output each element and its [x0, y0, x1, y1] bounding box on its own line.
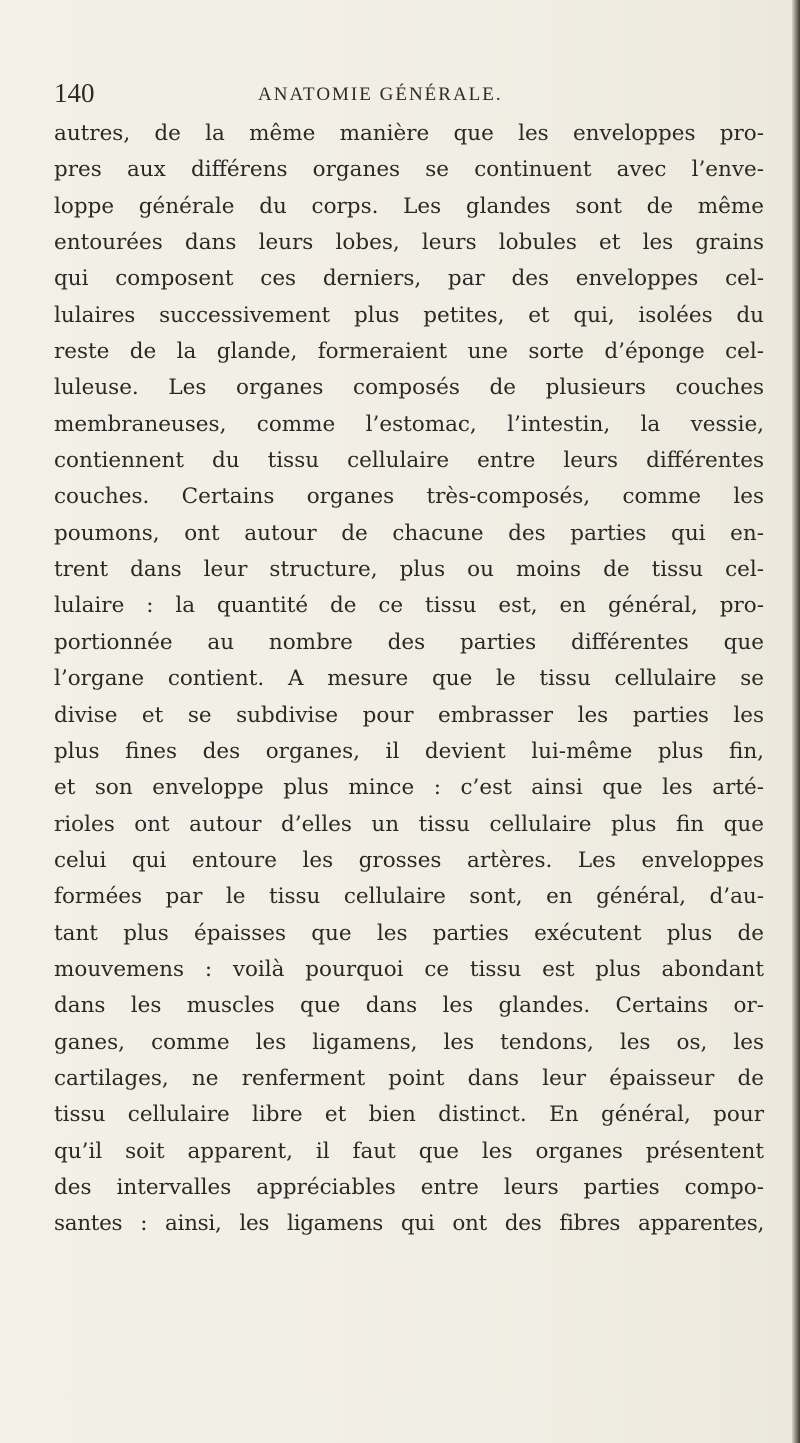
text-line: ganes, comme les ligamens, les tendons, les os, les — [54, 1029, 764, 1055]
text-line: dans les muscles que dans les glandes. Certains or- — [54, 993, 764, 1019]
text-line: membraneuses, comme l’estomac, l’intestin, la vessie, — [54, 411, 764, 437]
page-edge-shadow — [792, 0, 800, 1443]
text-line: reste de la glande, formeraient une sorte d’éponge cel- — [54, 339, 764, 365]
running-title: ANATOMIE GÉNÉRALE. — [258, 84, 503, 105]
text-line: pres aux différens organes se continuent avec l’enve- — [54, 157, 764, 183]
text-line: trent dans leur structure, plus ou moins de tissu cel- — [54, 557, 764, 583]
text-line: tant plus épaisses que les parties exécutent plus de — [54, 920, 764, 946]
text-line: lulaires successivement plus petites, et qui, isolées du — [54, 302, 764, 328]
text-line: cartilages, ne renferment point dans leur épaisseur de — [54, 1065, 764, 1091]
text-line: luleuse. Les organes composés de plusieurs couches — [54, 375, 764, 401]
text-line: divise et se subdivise pour embrasser les parties les — [54, 702, 764, 728]
text-line: mouvemens : voilà pourquoi ce tissu est plus abondant — [54, 956, 764, 982]
text-line: lulaire : la quantité de ce tissu est, en général, pro- — [54, 593, 764, 619]
text-line: couches. Certains organes très-composés, comme les — [54, 484, 764, 510]
text-line: santes : ainsi, les ligamens qui ont des fibres apparentes, — [54, 1211, 764, 1237]
text-line: celui qui entoure les grosses artères. Les enveloppes — [54, 847, 764, 873]
text-line: qui composent ces derniers, par des enveloppes cel- — [54, 266, 764, 292]
text-line: des intervalles appréciables entre leurs parties compo- — [54, 1174, 764, 1200]
text-line: plus fines des organes, il devient lui-même plus fin, — [54, 738, 764, 764]
text-line: entourées dans leurs lobes, leurs lobules et les grains — [54, 230, 764, 256]
text-line: formées par le tissu cellulaire sont, en général, d’au- — [54, 884, 764, 910]
body-text — [54, 116, 764, 1243]
text-line: autres, de la même manière que les enveloppes pro- — [54, 121, 764, 146]
page-number: 140 — [54, 78, 95, 108]
text-line: contiennent du tissu cellulaire entre leurs différentes — [54, 448, 764, 474]
text-line: qu’il soit apparent, il faut que les organes présentent — [54, 1138, 764, 1164]
text-line: et son enveloppe plus mince : c’est ainsi que les arté- — [54, 775, 764, 801]
text-line: l’organe contient. A mesure que le tissu cellulaire se — [54, 666, 764, 692]
text-line: rioles ont autour d’elles un tissu cellulaire plus fin que — [54, 811, 764, 837]
text-line: poumons, ont autour de chacune des parties qui en- — [54, 520, 764, 546]
text-line: tissu cellulaire libre et bien distinct. En général, pour — [54, 1102, 764, 1128]
text-line: loppe générale du corps. Les glandes sont de même — [54, 193, 764, 219]
page-header — [54, 78, 754, 118]
text-line: portionnée au nombre des parties différentes que — [54, 629, 764, 655]
